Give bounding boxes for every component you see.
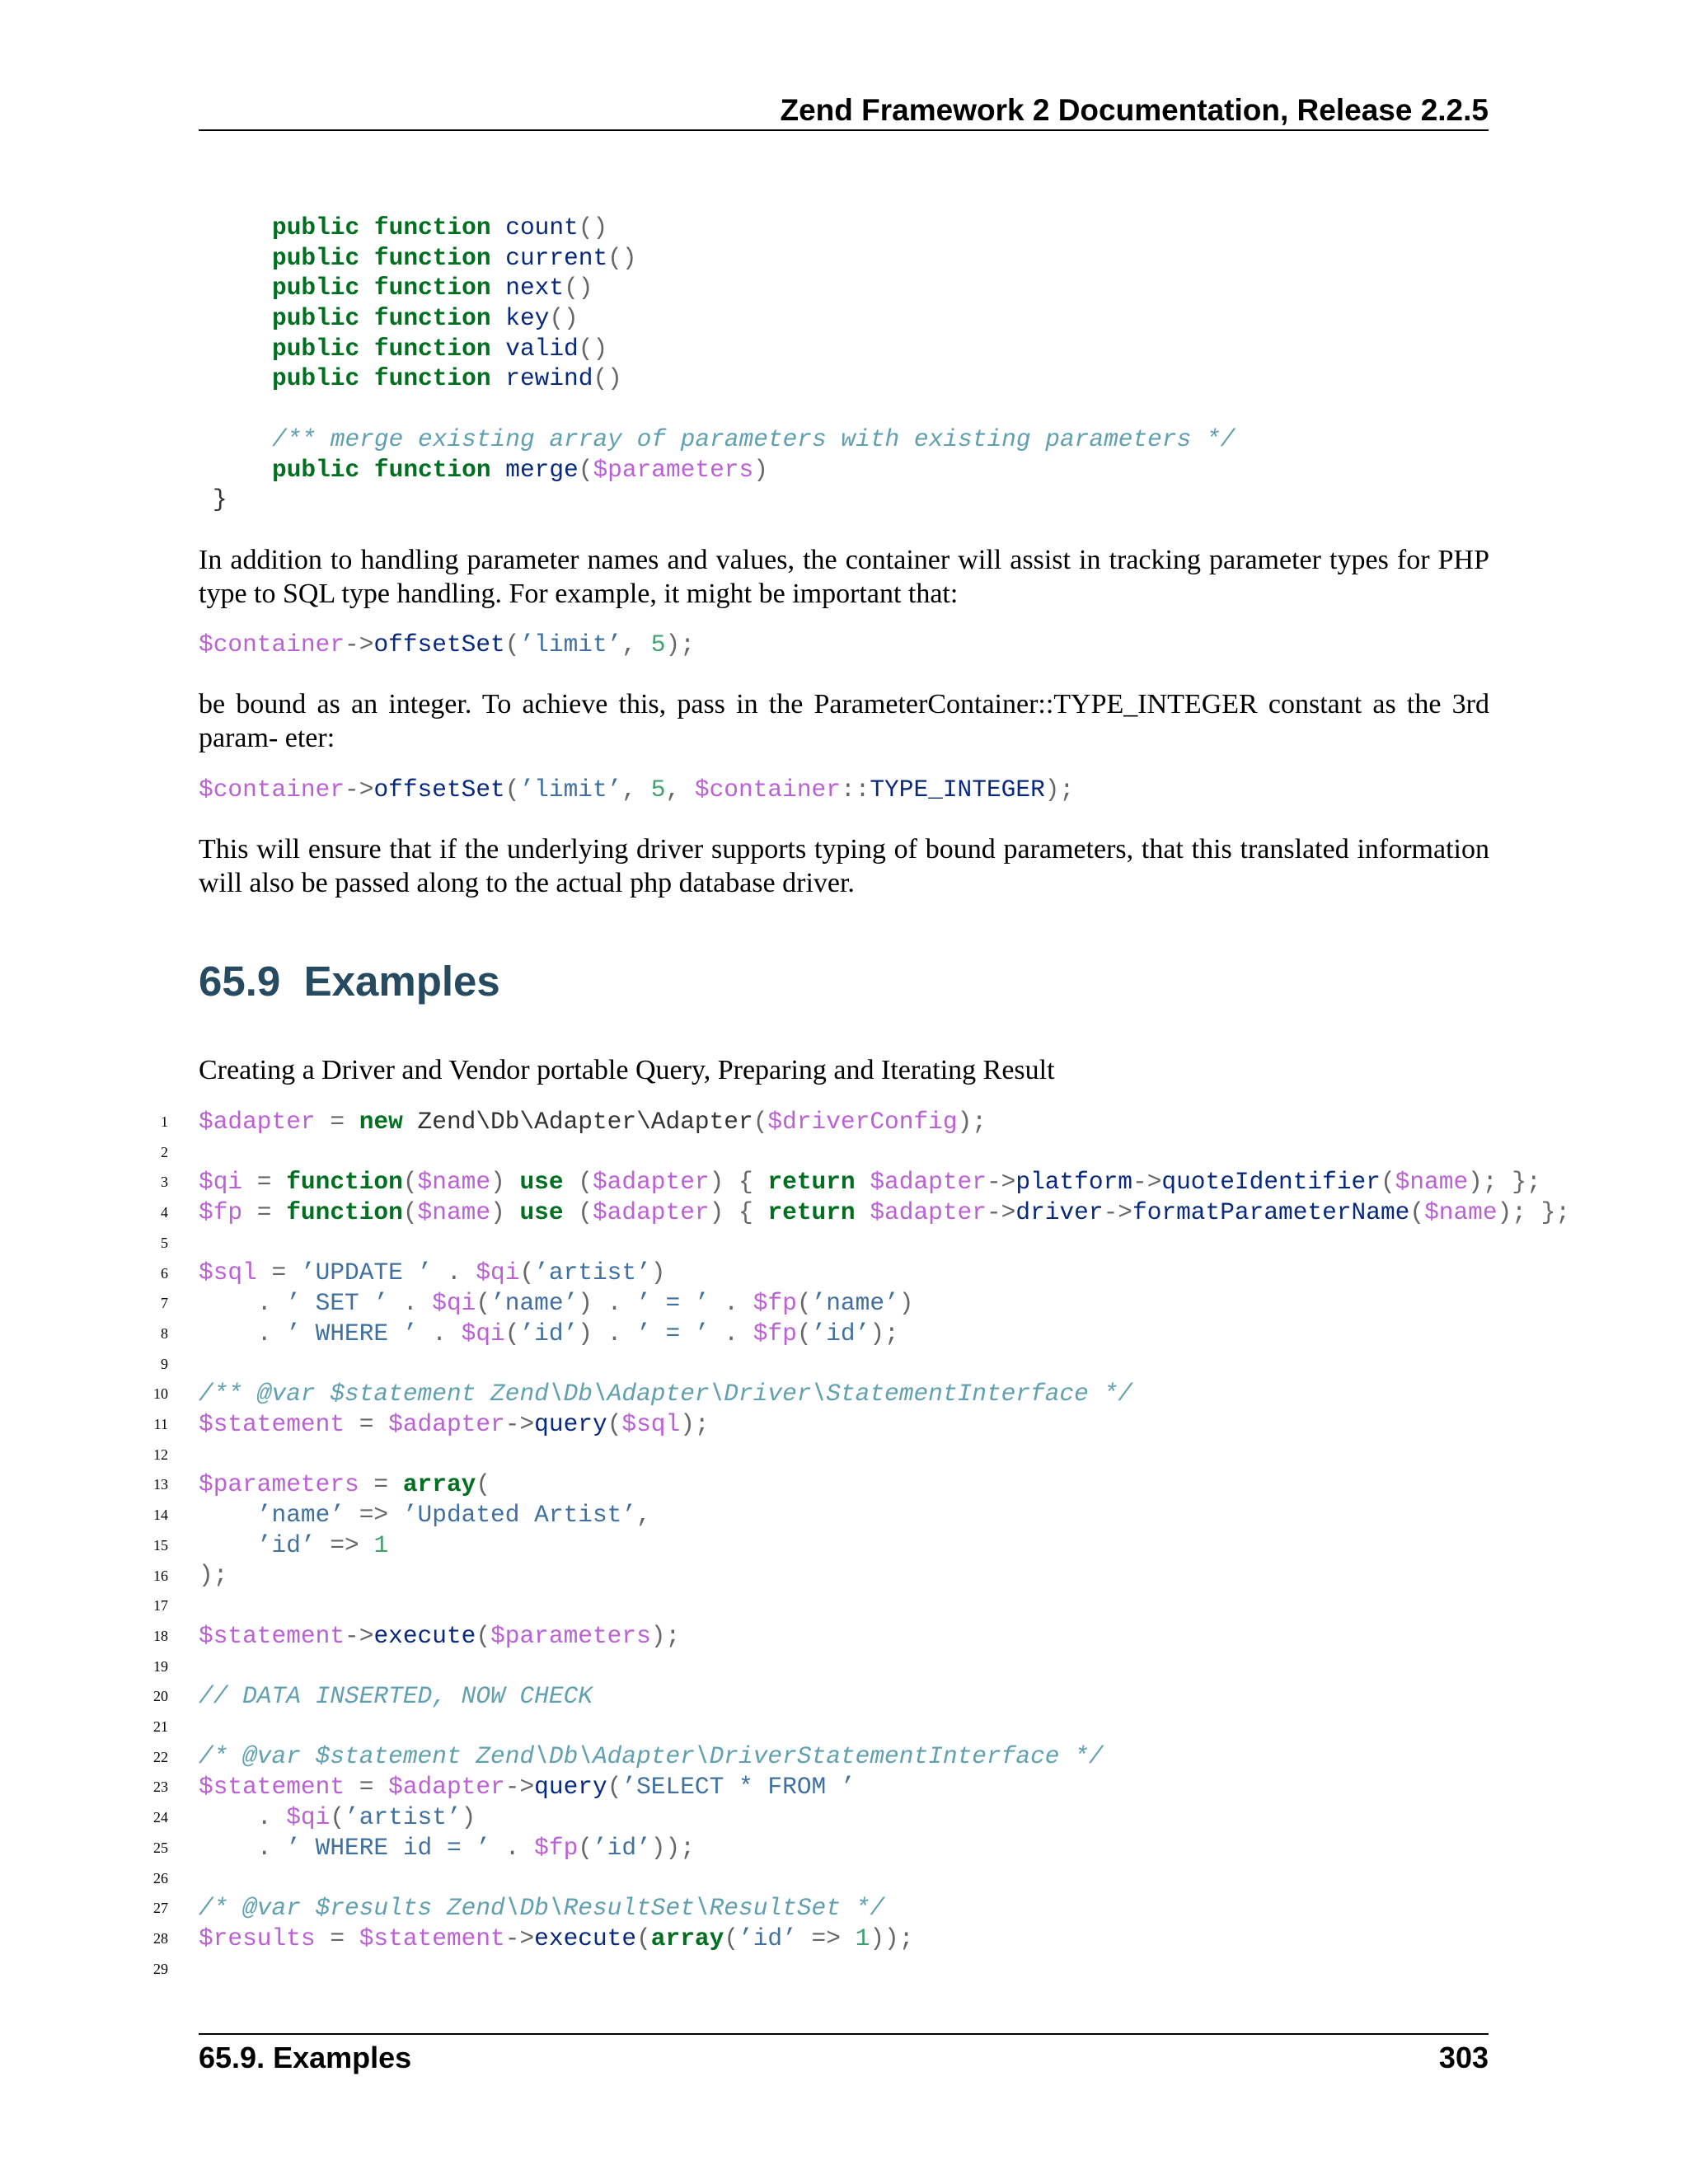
code-token-operator: )); <box>870 1924 914 1952</box>
code-token-operator: ( <box>1409 1198 1425 1227</box>
closing-brace: } <box>213 485 227 513</box>
paragraph-driver-typing: This will ensure that if the underlying driver supports typing of bound parameters, that this translated information will also be passed along to the actual php database driver. <box>199 834 1489 898</box>
code-token-number: 5 <box>650 630 666 658</box>
code-token-operator: . <box>417 1319 462 1347</box>
line-number: 24 <box>153 1809 168 1826</box>
line-number: 20 <box>153 1688 168 1705</box>
code-token-operator: , <box>636 1500 651 1529</box>
code-token-comment: /** merge existing array of parameters with existing parameters */ <box>272 424 1236 453</box>
code-token-keyword: array <box>402 1470 476 1499</box>
code-token-identifier: rewind <box>505 364 593 393</box>
line-number: 3 <box>161 1174 168 1191</box>
code-token-keyword: public function <box>272 274 491 302</box>
code-token-operator: -> <box>345 1621 374 1650</box>
code-token-operator: ) <box>490 1168 520 1197</box>
code-token-identifier: offsetSet <box>373 776 505 804</box>
code-token-keyword: public function <box>272 364 491 393</box>
code-token-string: ’name’ <box>811 1289 899 1318</box>
running-header-title: Zend Framework 2 Documentation, Release 2.2.5 <box>780 93 1489 127</box>
code-token-operator: ( <box>636 1924 651 1952</box>
line-number: 18 <box>153 1627 168 1644</box>
line-number: 16 <box>153 1567 168 1584</box>
code-line <box>199 1681 1570 1712</box>
line-number: 25 <box>153 1839 168 1856</box>
line-number: 17 <box>153 1597 168 1615</box>
code-token-keyword: public function <box>272 455 491 484</box>
code-token-operator: . <box>709 1289 753 1318</box>
code-snippet-offsetset <box>199 630 695 660</box>
code-token-identifier: valid <box>505 334 579 363</box>
code-token-operator: = <box>242 1168 287 1197</box>
code-line <box>199 1500 1570 1530</box>
code-token-string: ’SELECT * FROM ’ <box>621 1773 856 1802</box>
code-token-operator: )); <box>650 1833 695 1862</box>
code-token-identifier: merge <box>505 455 579 484</box>
code-token-variable: $name <box>417 1198 491 1227</box>
code-token-keyword: return <box>767 1168 856 1197</box>
code-line <box>199 1741 1570 1772</box>
code-line <box>199 1833 1570 1863</box>
code-token-string: ’id’ <box>592 1833 651 1862</box>
code-token-operator: ) <box>753 455 768 484</box>
code-token-operator: -> <box>986 1198 1016 1227</box>
code-token-variable: $container <box>694 776 841 804</box>
line-number: 5 <box>161 1234 168 1251</box>
code-token-text <box>491 274 506 302</box>
line-number: 23 <box>153 1779 168 1796</box>
code-line <box>199 1591 1570 1621</box>
code-token-operator: = <box>315 1108 359 1136</box>
code-token-variable: $results <box>199 1924 316 1952</box>
code-line <box>199 1469 1570 1500</box>
code-token-operator: () <box>578 213 608 241</box>
section-title: Examples <box>303 958 500 1005</box>
code-token-operator: ) <box>490 1198 520 1227</box>
code-token-operator: ( <box>330 1802 345 1831</box>
line-number-gutter <box>153 1107 168 1984</box>
code-token-comment: // DATA INSERTED, NOW CHECK <box>199 1682 593 1711</box>
code-token-operator: ( <box>796 1319 812 1347</box>
code-token-variable: $sql <box>621 1409 681 1438</box>
line-number: 4 <box>161 1204 168 1221</box>
code-token-operator: ( <box>563 1198 593 1227</box>
code-token-text <box>491 244 506 272</box>
code-token-operator: -> <box>504 1409 535 1438</box>
code-line <box>199 1953 1570 1984</box>
example-code-block <box>199 1107 1570 1984</box>
code-token-variable: $statement <box>199 1773 345 1802</box>
code-token-comment: /* @var $results Zend\Db\ResultSet\ResultSet */ <box>199 1893 885 1922</box>
code-token-operator: -> <box>504 1924 535 1952</box>
code-token-variable: $qi <box>199 1168 243 1197</box>
code-token-number: 1 <box>855 1924 870 1952</box>
code-line <box>199 1167 1570 1197</box>
line-number: 19 <box>153 1657 168 1675</box>
code-token-identifier: offsetSet <box>373 630 505 658</box>
code-token-variable: $container <box>199 630 345 658</box>
code-token-variable: $adapter <box>592 1198 710 1227</box>
line-number: 15 <box>153 1536 168 1554</box>
code-token-operator: ); <box>665 630 695 658</box>
code-line <box>199 1137 1570 1168</box>
code-token-identifier: driver <box>1015 1198 1104 1227</box>
header-rule <box>199 129 1489 131</box>
footer-section-label: 65.9. Examples <box>199 2041 412 2074</box>
code-token-operator: , <box>621 776 651 804</box>
code-token-operator: -> <box>1103 1198 1132 1227</box>
code-token-text <box>199 1834 257 1862</box>
code-token-operator: , <box>665 776 695 804</box>
code-line <box>272 424 1235 455</box>
code-token-identifier: next <box>505 274 565 302</box>
code-token-operator: -> <box>1132 1168 1162 1197</box>
code-token-identifier: current <box>505 243 608 272</box>
code-token-operator: ( <box>402 1168 418 1197</box>
code-line <box>272 334 1235 364</box>
code-line <box>199 1258 1570 1288</box>
line-number: 21 <box>153 1718 168 1736</box>
line-number: 13 <box>153 1476 168 1493</box>
code-token-string: ’ SET ’ <box>286 1289 389 1318</box>
code-token-variable: $adapter <box>388 1773 505 1802</box>
code-token-operator: . <box>490 1833 535 1862</box>
section-heading <box>199 956 500 1007</box>
code-token-operator: () <box>607 243 637 272</box>
code-token-operator: ( <box>476 1470 491 1499</box>
line-number: 1 <box>161 1113 168 1130</box>
code-token-keyword: public function <box>272 334 491 363</box>
code-token-string: ’artist’ <box>534 1258 651 1287</box>
code-line <box>199 1440 1570 1470</box>
code-token-identifier: query <box>534 1409 607 1438</box>
code-snippet-offsetset-typed <box>199 775 1074 805</box>
line-number: 22 <box>153 1748 168 1765</box>
code-token-operator: ( <box>796 1289 812 1318</box>
line-number: 27 <box>153 1900 168 1917</box>
line-number: 28 <box>153 1929 168 1947</box>
code-token-text <box>491 213 506 241</box>
code-line <box>199 1863 1570 1893</box>
code-token-variable: $qi <box>286 1802 331 1831</box>
paragraph-parameter-types: In addition to handling parameter names and values, the container will assist in tracking parameter types for PHP type to SQL type handling. For example, it might be important that: <box>199 545 1489 609</box>
code-token-identifier: platform <box>1015 1168 1132 1197</box>
code-token-variable: $fp <box>753 1289 797 1318</box>
code-token-operator: , <box>621 630 651 658</box>
code-line <box>199 1197 1570 1228</box>
code-line <box>272 213 1235 243</box>
code-token-variable: $adapter <box>592 1168 710 1197</box>
line-number: 9 <box>161 1355 168 1372</box>
code-token-text <box>856 1168 870 1196</box>
code-token-identifier: key <box>505 304 550 333</box>
code-token-operator: -> <box>986 1168 1016 1197</box>
code-token-identifier: count <box>505 213 579 241</box>
code-token-operator: -> <box>504 1773 535 1802</box>
code-line <box>199 1319 1570 1349</box>
code-token-keyword: public function <box>272 213 491 241</box>
example-intro: Creating a Driver and Vendor portable Query, Preparing and Iterating Result <box>199 1055 1055 1085</box>
line-number: 26 <box>153 1869 168 1886</box>
code-token-identifier: formatParameterName <box>1132 1198 1410 1227</box>
code-token-string: ’limit’ <box>519 776 622 804</box>
code-token-variable: $qi <box>432 1289 476 1318</box>
code-line <box>199 1560 1570 1591</box>
code-line <box>272 303 1235 334</box>
line-number: 8 <box>161 1324 168 1342</box>
code-token-variable: $adapter <box>870 1198 987 1227</box>
code-token-string: ’Updated Artist’ <box>402 1500 637 1529</box>
code-token-operator: = <box>256 1258 301 1287</box>
code-token-operator: ); <box>199 1561 228 1590</box>
code-token-text <box>199 1531 257 1559</box>
code-token-text <box>856 1198 870 1226</box>
code-token-variable: $statement <box>199 1409 345 1438</box>
code-token-variable: $qi <box>476 1258 520 1287</box>
code-token-string: ’artist’ <box>345 1802 462 1831</box>
code-token-operator: ); <box>870 1319 899 1347</box>
code-token-variable: $fp <box>753 1319 797 1347</box>
code-token-operator: . <box>256 1319 287 1347</box>
code-token-string: ’ = ’ <box>636 1289 710 1318</box>
code-token-operator: -> <box>345 776 374 804</box>
code-token-operator: ) { <box>709 1198 768 1227</box>
code-token-operator: = <box>242 1198 287 1227</box>
code-token-variable: $parameters <box>593 455 754 484</box>
code-token-variable: $name <box>1395 1168 1469 1197</box>
code-line <box>199 1621 1570 1652</box>
code-token-identifier: execute <box>373 1621 476 1650</box>
code-token-operator: () <box>564 274 593 302</box>
code-token-variable: $container <box>199 776 345 804</box>
code-token-number: 5 <box>650 776 666 804</box>
code-token-operator: ( <box>607 1773 622 1802</box>
code-token-variable: $fp <box>534 1833 579 1862</box>
code-token-operator: = <box>345 1773 389 1802</box>
code-token-operator: . <box>709 1319 753 1347</box>
code-token-operator: ( <box>563 1168 593 1197</box>
code-token-string: ’id’ <box>519 1319 579 1347</box>
code-token-operator: . <box>432 1258 476 1287</box>
code-token-variable: $name <box>1424 1198 1498 1227</box>
code-token-string: ’ WHERE id = ’ <box>286 1833 491 1862</box>
code-token-operator: . <box>256 1833 287 1862</box>
code-token-operator: ( <box>504 1319 520 1347</box>
code-token-operator: => <box>345 1500 403 1529</box>
code-line <box>272 243 1235 274</box>
code-token-identifier: query <box>534 1773 607 1802</box>
code-token-operator: => <box>315 1530 374 1559</box>
code-token-operator: ); <box>1044 776 1075 804</box>
code-token-comment: /** @var $statement Zend\Db\Adapter\Driver\StatementInterface */ <box>199 1380 1132 1408</box>
line-number: 2 <box>161 1143 168 1160</box>
code-token-text: Zend\Db\Adapter\Adapter <box>402 1108 753 1136</box>
code-token-keyword: public function <box>272 304 491 333</box>
code-token-text <box>491 364 506 392</box>
page-number: 303 <box>1438 2041 1489 2074</box>
code-token-text <box>491 456 506 484</box>
code-token-text <box>491 335 506 363</box>
code-token-variable: $adapter <box>870 1168 987 1197</box>
code-token-variable: $adapter <box>388 1409 505 1438</box>
code-token-variable: $sql <box>199 1258 257 1287</box>
code-token-operator: ( <box>753 1108 768 1136</box>
code-token-string: ’limit’ <box>519 630 622 658</box>
code-token-variable: $statement <box>199 1621 345 1650</box>
code-token-identifier: quoteIdentifier <box>1161 1168 1381 1197</box>
code-token-variable: $driverConfig <box>767 1108 958 1136</box>
code-token-text <box>199 1289 257 1317</box>
code-line <box>199 1893 1570 1924</box>
footer-rule <box>199 2033 1489 2035</box>
code-token-string: ’name’ <box>490 1289 579 1318</box>
line-number: 29 <box>153 1960 168 1977</box>
code-token-operator: ); <box>650 1621 681 1650</box>
section-number: 65.9 <box>199 958 281 1005</box>
code-token-operator: ) { <box>709 1168 768 1197</box>
code-token-keyword: use <box>519 1168 564 1197</box>
code-token-operator: ( <box>504 776 520 804</box>
code-line <box>199 1530 1570 1561</box>
code-token-keyword: function <box>286 1198 403 1227</box>
code-token-operator: => <box>796 1924 856 1952</box>
code-token-text <box>199 1803 257 1831</box>
code-token-operator: . <box>256 1289 287 1318</box>
code-token-operator: -> <box>345 630 374 658</box>
code-token-operator: ) . <box>578 1289 637 1318</box>
line-number: 14 <box>153 1507 168 1524</box>
code-token-keyword: return <box>767 1198 856 1227</box>
code-token-operator: () <box>578 334 608 363</box>
code-line <box>199 1228 1570 1258</box>
code-token-string: ’id’ <box>256 1530 316 1559</box>
code-token-string: ’id’ <box>738 1924 797 1952</box>
code-token-keyword: public function <box>272 243 491 272</box>
code-line <box>199 1379 1570 1409</box>
code-token-operator: . <box>388 1289 433 1318</box>
code-token-keyword: function <box>286 1168 403 1197</box>
code-token-operator: () <box>549 304 579 333</box>
code-token-operator: ) <box>650 1258 666 1287</box>
code-token-operator: ( <box>578 1833 593 1862</box>
paragraph-bind-integer: be bound as an integer. To achieve this, pass in the ParameterContainer::TYPE_INTEGER constant as the 3rd param- eter: <box>199 689 1489 753</box>
code-line <box>199 1107 1570 1137</box>
code-token-identifier: TYPE_INTEGER <box>870 776 1045 804</box>
code-line <box>272 455 1235 485</box>
code-token-number: 1 <box>373 1530 389 1559</box>
line-number: 6 <box>161 1264 168 1282</box>
code-token-string: ’ = ’ <box>636 1319 710 1347</box>
code-token-operator: ( <box>476 1289 491 1318</box>
code-line <box>199 1772 1570 1802</box>
line-number: 11 <box>153 1416 168 1433</box>
code-token-string: ’ WHERE ’ <box>286 1319 418 1347</box>
code-token-operator: ); }; <box>1497 1198 1571 1227</box>
code-token-operator: ( <box>1380 1168 1395 1197</box>
code-token-text <box>199 1501 257 1529</box>
code-token-operator: = <box>315 1924 359 1952</box>
code-token-variable: $name <box>417 1168 491 1197</box>
code-line <box>272 394 1235 424</box>
code-token-keyword: new <box>359 1108 403 1136</box>
code-token-operator: = <box>359 1470 403 1499</box>
code-token-operator: ( <box>578 455 593 484</box>
code-token-variable: $parameters <box>490 1621 651 1650</box>
code-token-variable: $statement <box>359 1924 505 1952</box>
code-token-variable: $parameters <box>199 1470 359 1499</box>
line-number: 7 <box>161 1295 168 1312</box>
line-number: 10 <box>153 1385 168 1403</box>
code-token-operator: ( <box>607 1409 622 1438</box>
code-token-operator: ); <box>680 1409 710 1438</box>
code-token-keyword: use <box>519 1198 564 1227</box>
code-token-variable: $qi <box>461 1319 505 1347</box>
code-token-operator: () <box>593 364 622 393</box>
code-token-operator: ( <box>519 1258 535 1287</box>
code-token-operator: ( <box>402 1198 418 1227</box>
code-token-string: ’UPDATE ’ <box>300 1258 433 1287</box>
code-line <box>199 1924 1570 1954</box>
class-code-fragment <box>272 213 1235 485</box>
code-token-identifier: execute <box>534 1924 637 1952</box>
code-token-text <box>491 304 506 332</box>
code-token-operator: ( <box>504 630 520 658</box>
code-token-operator: ) <box>898 1289 914 1318</box>
code-line <box>199 1802 1570 1833</box>
code-token-operator: ( <box>476 1621 491 1650</box>
code-token-text <box>199 1319 257 1347</box>
code-line <box>272 273 1235 303</box>
code-token-variable: $adapter <box>199 1108 316 1136</box>
code-token-string: ’name’ <box>256 1500 345 1529</box>
code-token-operator: = <box>345 1409 389 1438</box>
code-token-operator: ( <box>724 1924 739 1952</box>
code-token-string: ’id’ <box>811 1319 870 1347</box>
code-line <box>199 1349 1570 1380</box>
code-token-keyword: array <box>650 1924 724 1952</box>
code-token-operator: ); }; <box>1468 1168 1541 1197</box>
code-line <box>272 363 1235 394</box>
code-token-operator: ) <box>461 1802 476 1831</box>
code-token-operator: ); <box>957 1108 987 1136</box>
code-token-operator: ) . <box>578 1319 637 1347</box>
code-token-operator: . <box>256 1802 287 1831</box>
line-number: 12 <box>153 1446 168 1463</box>
code-token-variable: $fp <box>199 1198 243 1227</box>
code-token-operator: :: <box>840 776 870 804</box>
code-token-comment: /* @var $statement Zend\Db\Adapter\DriverStatementInterface */ <box>199 1742 1104 1771</box>
code-line <box>199 1712 1570 1742</box>
code-line <box>199 1651 1570 1681</box>
code-line <box>199 1288 1570 1319</box>
code-line <box>199 1409 1570 1440</box>
